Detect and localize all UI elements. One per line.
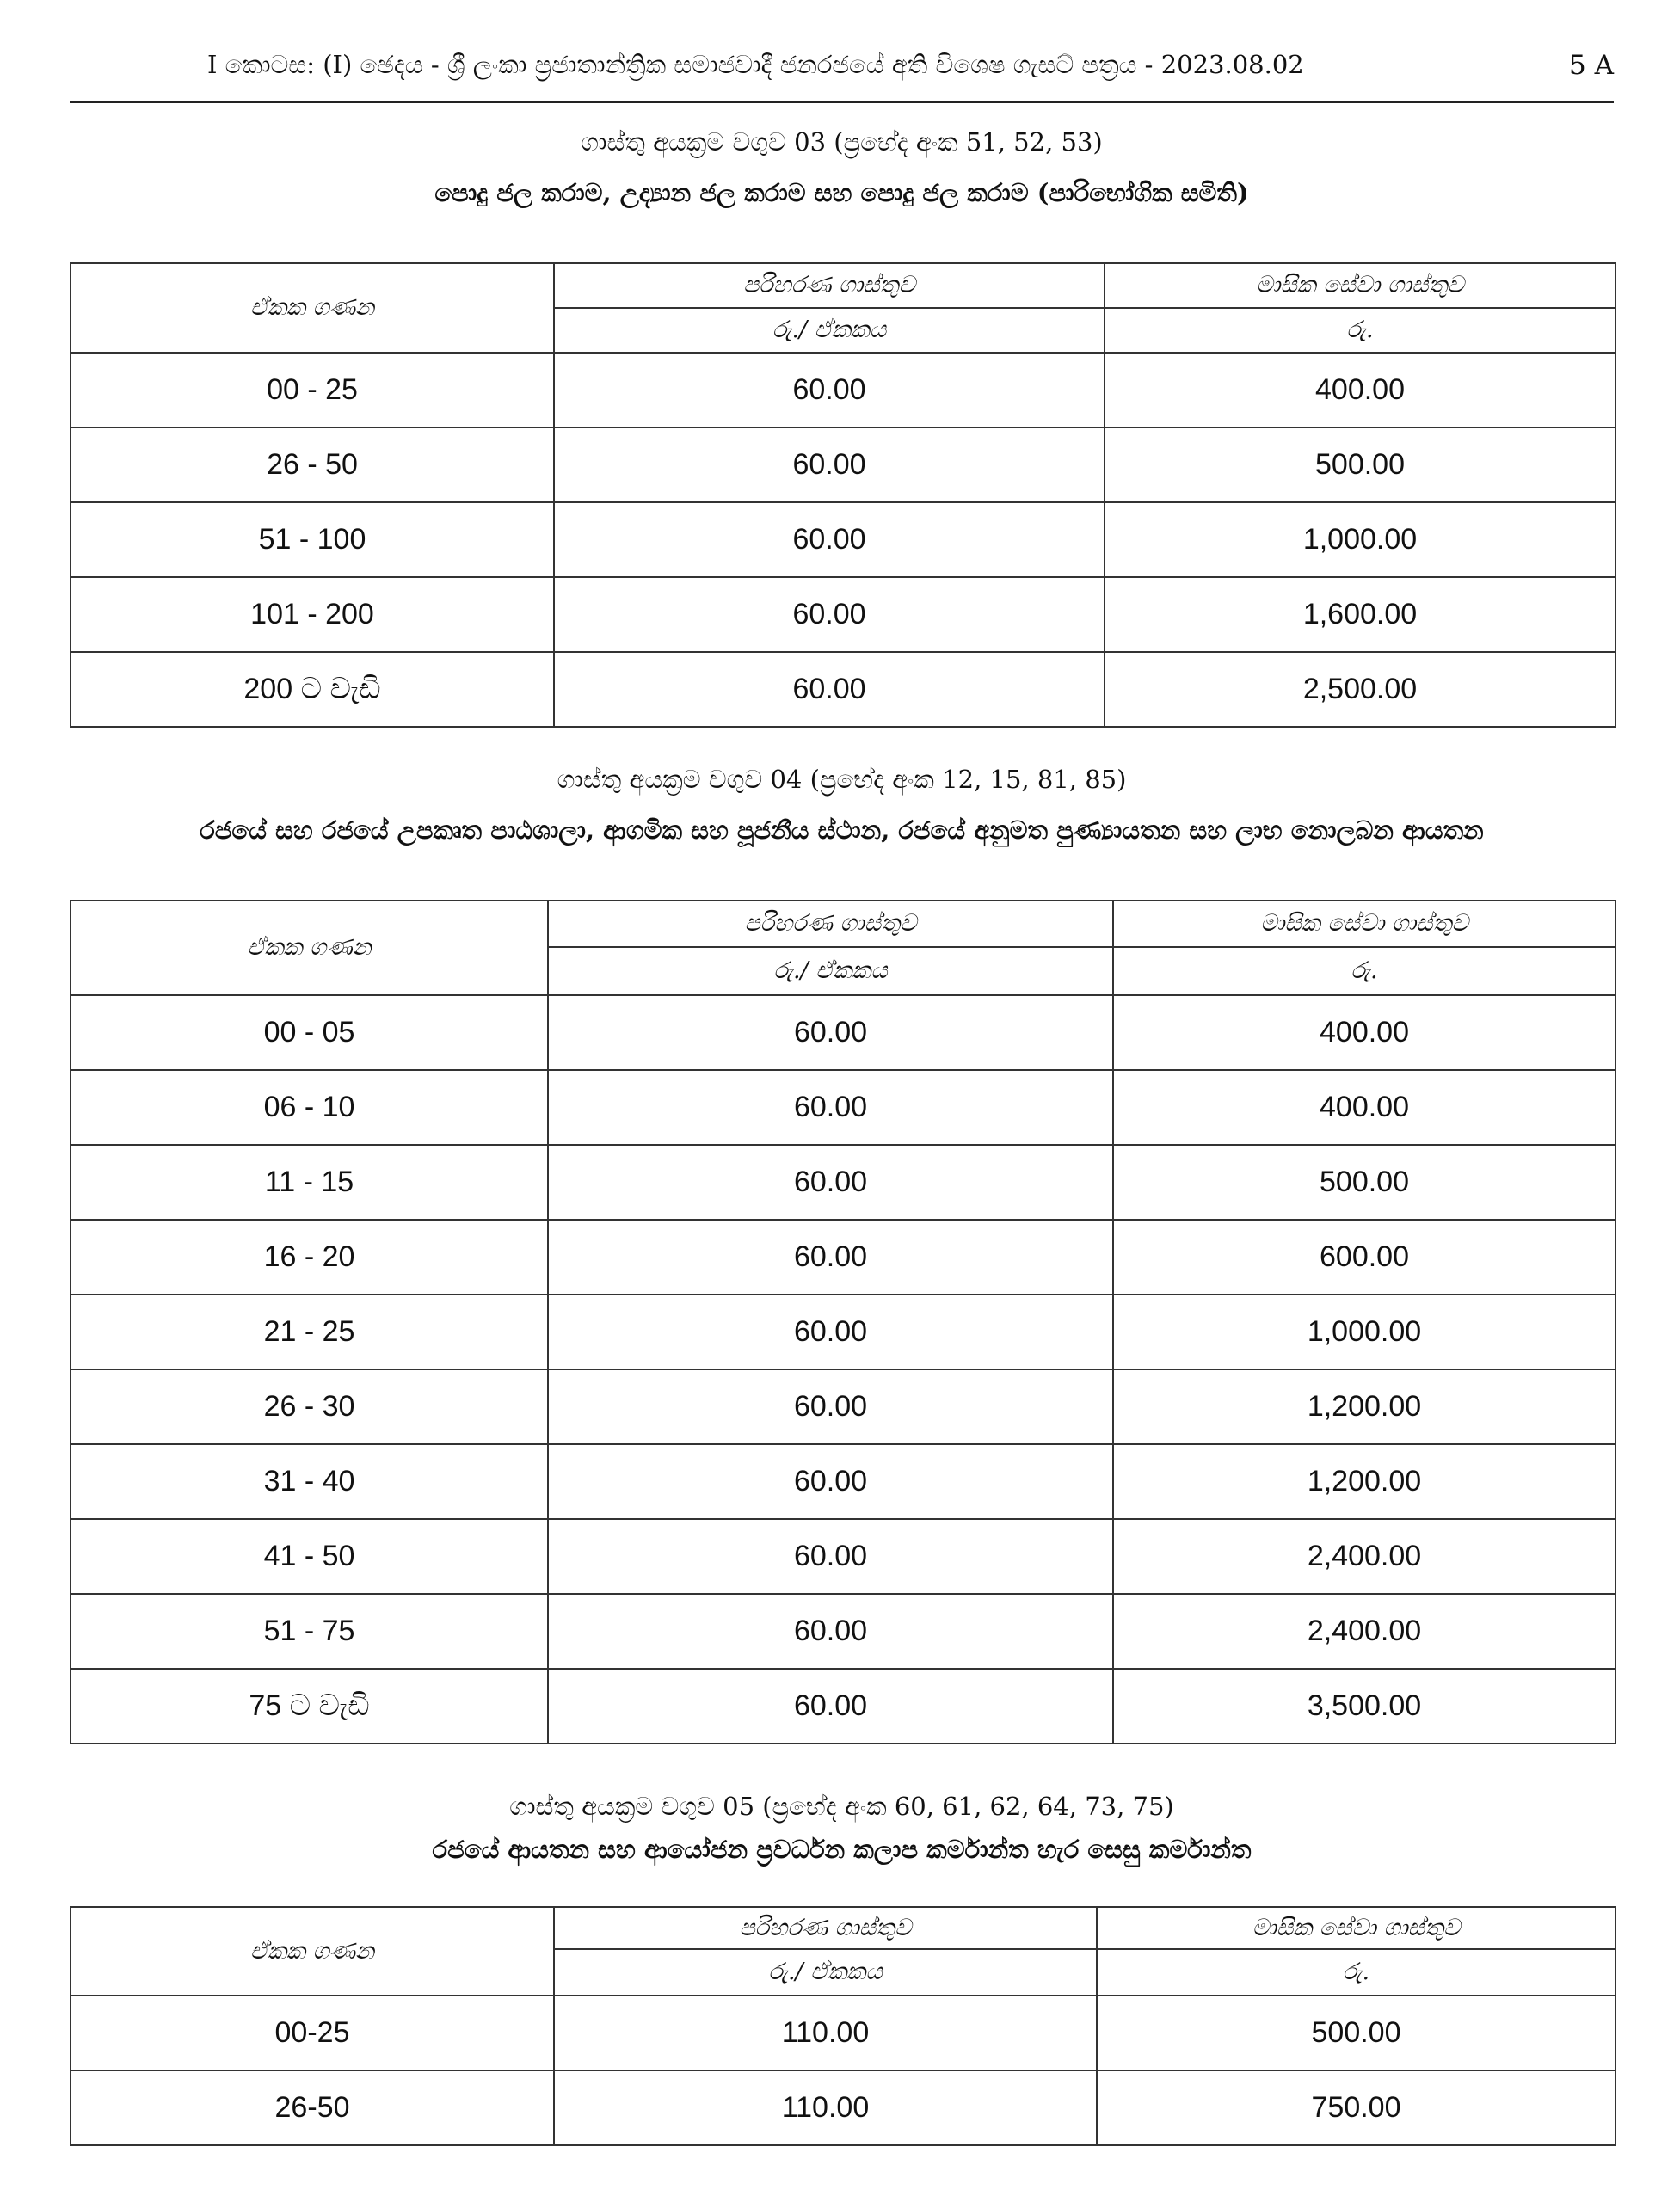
service-cell: 500.00: [1113, 1145, 1615, 1220]
page-header: [70, 41, 1614, 103]
usage-charge-header: පරිහරණ ගාස්තුව: [554, 263, 1105, 308]
service-cell: 1,600.00: [1105, 577, 1615, 652]
table-row: [71, 1444, 1615, 1519]
units-cell: 00-25: [71, 1996, 554, 2070]
usage-cell: 60.00: [548, 1070, 1113, 1145]
table-row: [71, 1669, 1615, 1744]
table-row: [71, 502, 1615, 577]
usage-unit-header: රු./ ඒකකය: [554, 308, 1105, 353]
units-cell: 26 - 30: [71, 1369, 548, 1444]
table-row: [71, 1220, 1615, 1295]
units-cell: 00 - 25: [71, 353, 554, 427]
table-row: [71, 427, 1615, 502]
service-cell: 1,200.00: [1113, 1444, 1615, 1519]
service-charge-header: මාසික සේවා ගාස්තුව: [1105, 263, 1615, 308]
section-subtitle: රජයේ සහ රජයේ උපකෘත පාඨශාලා, ආගමික සහ පූජනීය ස්ථාන, රජයේ අනුමත පුණ්‍යායතන සහ ලාභ නොලබන ආයතන: [200, 815, 1484, 845]
units-cell: 75 ට වැඩි: [71, 1669, 548, 1744]
usage-cell: 60.00: [548, 1295, 1113, 1369]
usage-charge-header: පරිහරණ ගාස්තුව: [554, 1907, 1097, 1949]
service-cell: 500.00: [1105, 427, 1615, 502]
service-cell: 1,200.00: [1113, 1369, 1615, 1444]
usage-cell: 60.00: [548, 1145, 1113, 1220]
units-cell: 101 - 200: [71, 577, 554, 652]
units-header: ඒකක ගණන: [71, 901, 548, 995]
usage-cell: 60.00: [548, 1444, 1113, 1519]
usage-cell: 60.00: [554, 577, 1105, 652]
usage-unit-header: රු./ ඒකකය: [548, 947, 1113, 995]
service-cell: 600.00: [1113, 1220, 1615, 1295]
table-row: [71, 652, 1615, 727]
gazette-title: I කොටස: (I) ඡෙදය - ශ්‍රී ලංකා ප්‍රජාතාන්ත්‍රික සමාජවාදී ජනරජයේ අති විශෙෂ ගැසට් පත්‍රය - 2023.08.02: [207, 50, 1304, 79]
tariff-table: [70, 1906, 1616, 2146]
units-cell: 200 ට වැඩි: [71, 652, 554, 727]
page-number: 5 A: [1569, 50, 1614, 81]
service-cell: 1,000.00: [1105, 502, 1615, 577]
section-title: ගාස්තු අයක්‍රම වගුව 03 (ප්‍රභේද අංක 51, 52, 53): [581, 127, 1103, 157]
service-cell: 2,400.00: [1113, 1594, 1615, 1669]
units-cell: 21 - 25: [71, 1295, 548, 1369]
usage-cell: 60.00: [548, 1519, 1113, 1594]
units-cell: 16 - 20: [71, 1220, 548, 1295]
units-cell: 00 - 05: [71, 995, 548, 1070]
table-row: [71, 1295, 1615, 1369]
table-row: [71, 1145, 1615, 1220]
service-cell: 2,400.00: [1113, 1519, 1615, 1594]
units-cell: 06 - 10: [71, 1070, 548, 1145]
usage-cell: 60.00: [548, 1220, 1113, 1295]
table-row: [71, 1996, 1615, 2070]
table-row: [71, 353, 1615, 427]
usage-cell: 60.00: [548, 995, 1113, 1070]
service-cell: 3,500.00: [1113, 1669, 1615, 1744]
service-unit-header: රු.: [1113, 947, 1615, 995]
usage-charge-header: පරිහරණ ගාස්තුව: [548, 901, 1113, 947]
usage-cell: 110.00: [554, 2070, 1097, 2145]
units-cell: 41 - 50: [71, 1519, 548, 1594]
service-cell: 1,000.00: [1113, 1295, 1615, 1369]
tariff-table: [70, 262, 1616, 728]
usage-cell: 110.00: [554, 1996, 1097, 2070]
table-row: [71, 1519, 1615, 1594]
table-row: [71, 1369, 1615, 1444]
service-cell: 2,500.00: [1105, 652, 1615, 727]
usage-cell: 60.00: [554, 502, 1105, 577]
section-title: ගාස්තු අයක්‍රම වගුව 04 (ප්‍රභේද අංක 12, 15, 81, 85): [557, 765, 1127, 794]
service-cell: 500.00: [1097, 1996, 1615, 2070]
usage-unit-header: රු./ ඒකකය: [554, 1949, 1097, 1996]
table-row: [71, 2070, 1615, 2145]
service-charge-header: මාසික සේවා ගාස්තුව: [1113, 901, 1615, 947]
table-row: [71, 577, 1615, 652]
units-cell: 26-50: [71, 2070, 554, 2145]
service-cell: 400.00: [1105, 353, 1615, 427]
service-charge-header: මාසික සේවා ගාස්තුව: [1097, 1907, 1615, 1949]
units-header: ඒකක ගණන: [71, 263, 554, 353]
service-cell: 400.00: [1113, 1070, 1615, 1145]
units-cell: 51 - 75: [71, 1594, 548, 1669]
usage-cell: 60.00: [548, 1594, 1113, 1669]
units-header: ඒකක ගණන: [71, 1907, 554, 1996]
section-title: ගාස්තු අයක්‍රම වගුව 05 (ප්‍රභේද අංක 60, 61, 62, 64, 73, 75): [509, 1792, 1174, 1821]
table-row: [71, 1070, 1615, 1145]
service-cell: 400.00: [1113, 995, 1615, 1070]
usage-cell: 60.00: [554, 652, 1105, 727]
usage-cell: 60.00: [554, 353, 1105, 427]
table-row: [71, 1594, 1615, 1669]
service-cell: 750.00: [1097, 2070, 1615, 2145]
units-cell: 26 - 50: [71, 427, 554, 502]
section-subtitle: පොදු ජල කරාම, උද්‍යාන ජල කරාම සහ පොදු ජල කරාම (පාරිභෝගික සමිති): [434, 178, 1249, 207]
usage-cell: 60.00: [548, 1369, 1113, 1444]
usage-cell: 60.00: [554, 427, 1105, 502]
section-subtitle: රජයේ ආයතන සහ ආයෝජන ප්‍රවර්ධන කලාප කර්මාන්ත හැර සෙසු කර්මාන්ත: [432, 1835, 1252, 1864]
table-row: [71, 995, 1615, 1070]
units-cell: 11 - 15: [71, 1145, 548, 1220]
units-cell: 31 - 40: [71, 1444, 548, 1519]
tariff-table: [70, 900, 1616, 1744]
units-cell: 51 - 100: [71, 502, 554, 577]
usage-cell: 60.00: [548, 1669, 1113, 1744]
service-unit-header: රු.: [1105, 308, 1615, 353]
service-unit-header: රු.: [1097, 1949, 1615, 1996]
